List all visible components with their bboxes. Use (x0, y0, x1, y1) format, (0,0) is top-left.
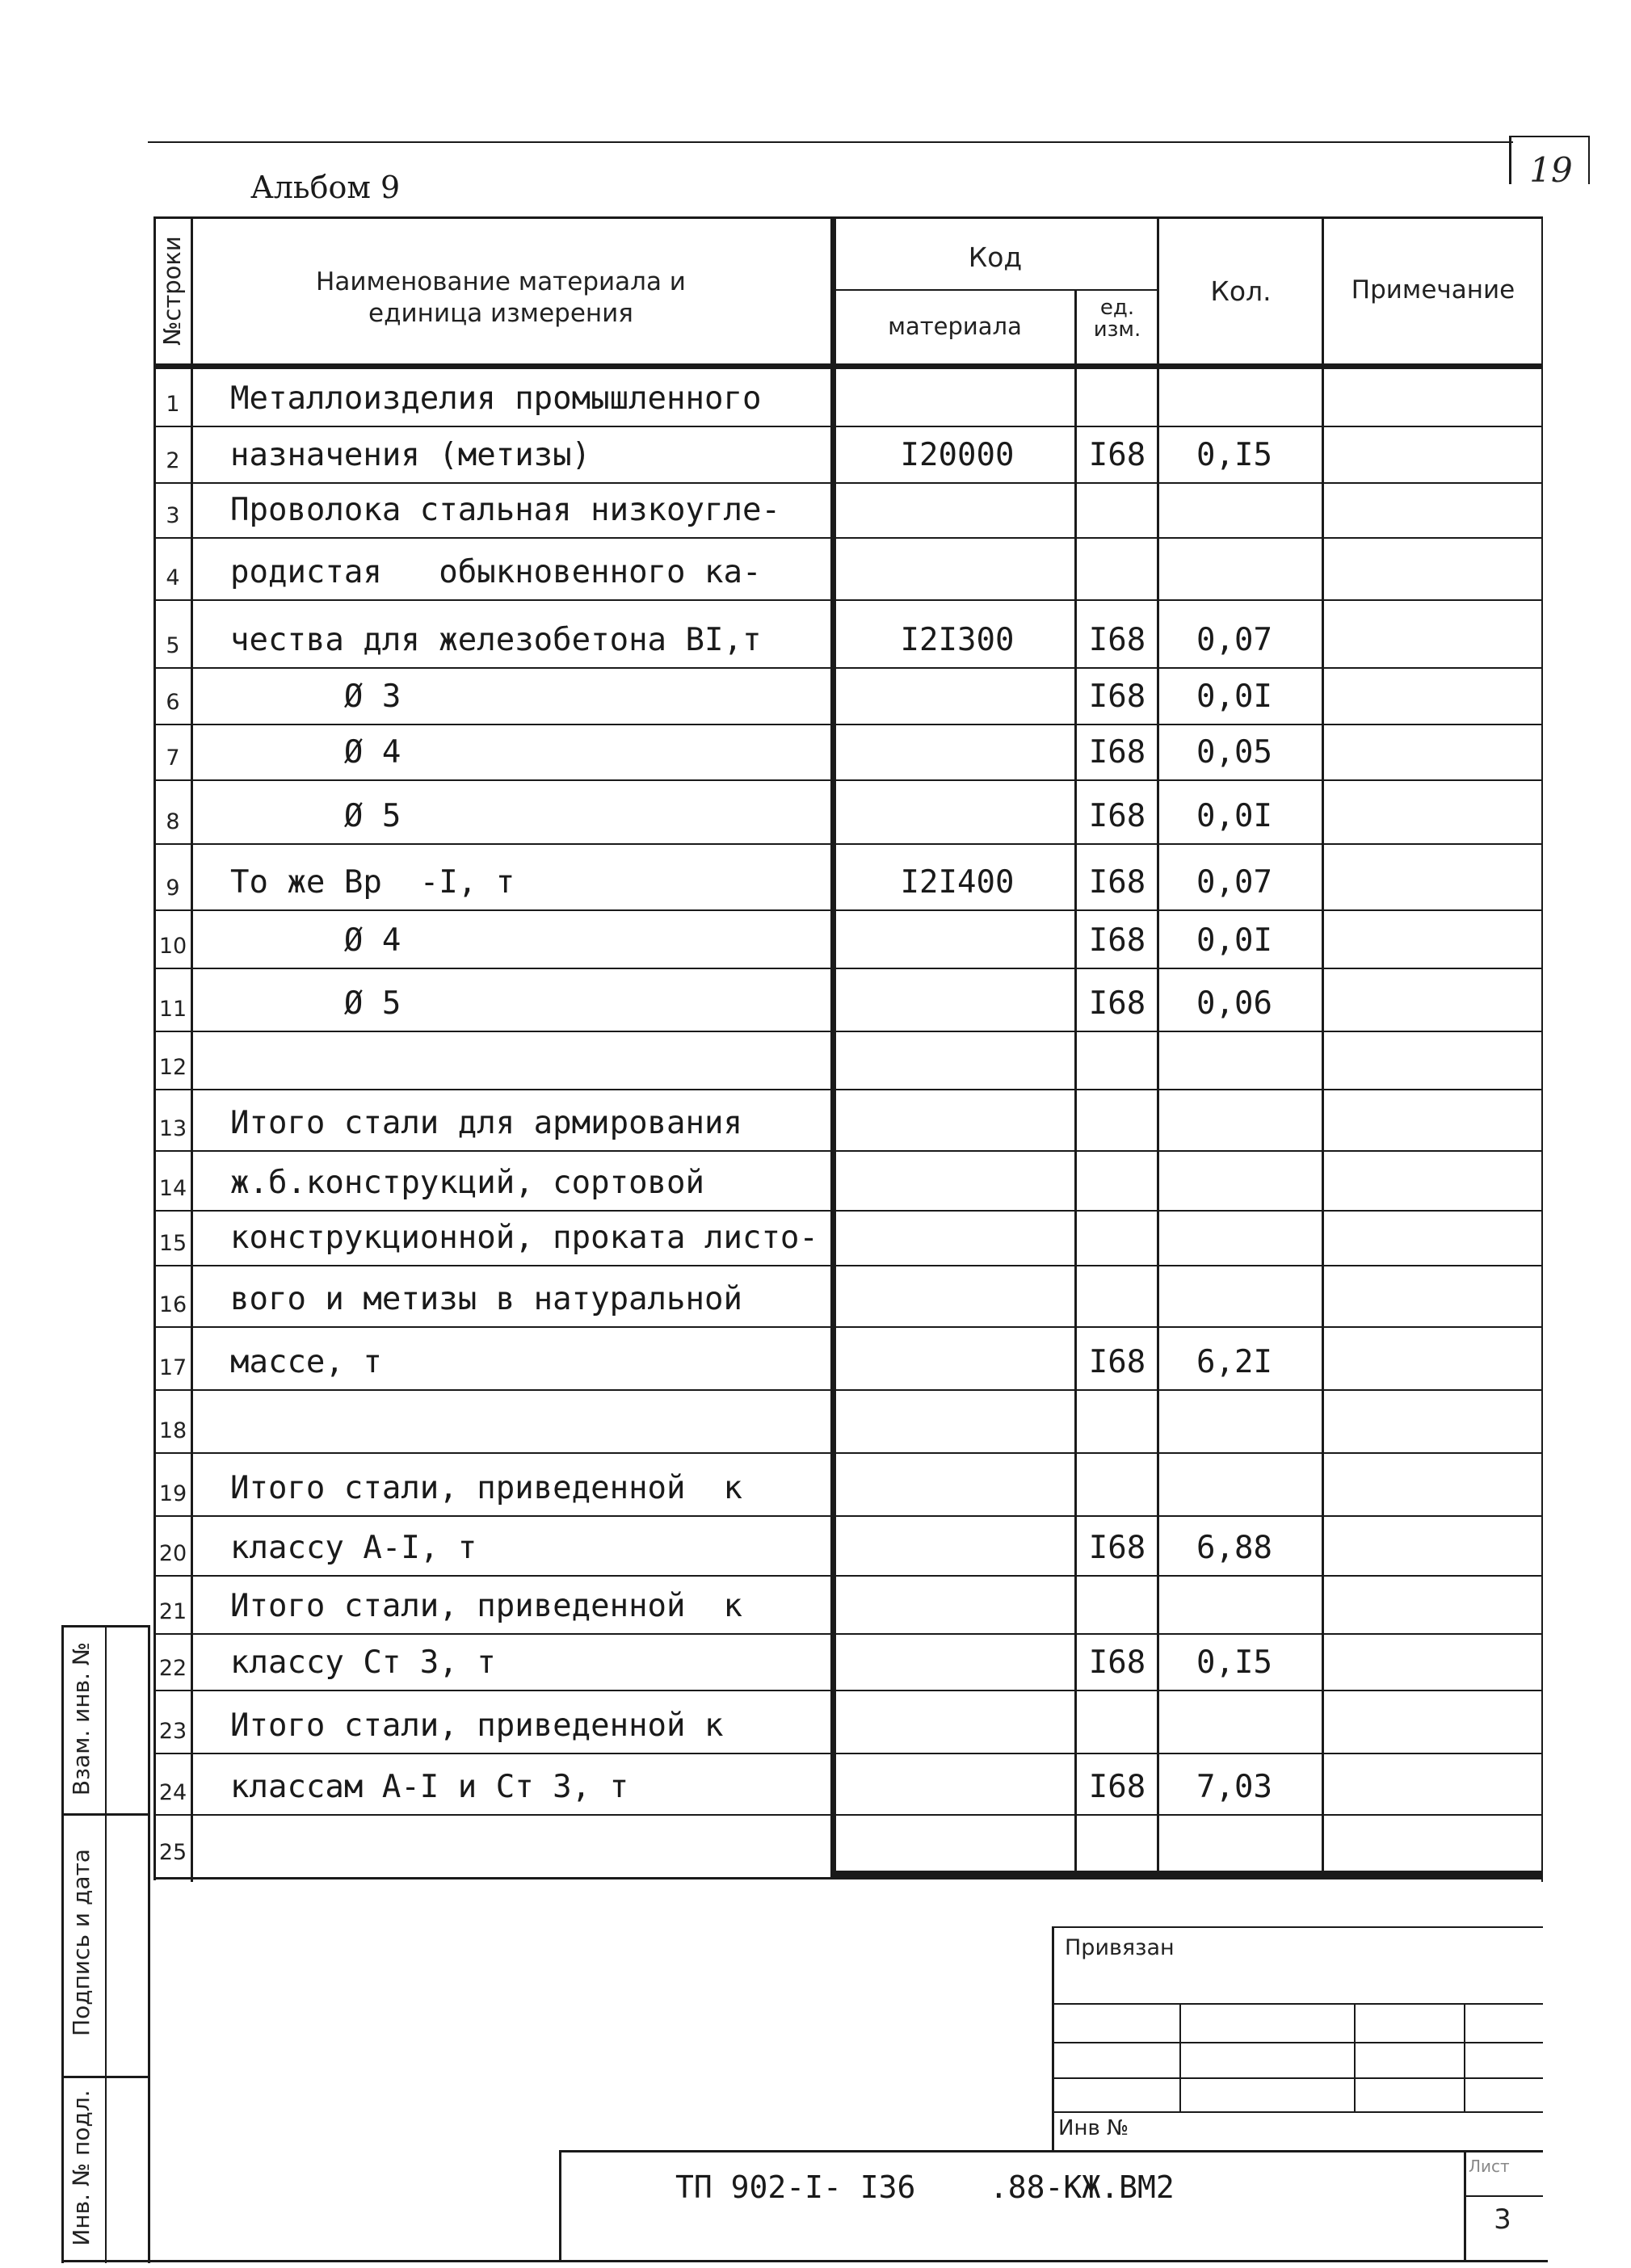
quantity: 0,0I (1196, 678, 1272, 715)
unit-code: I68 (1088, 622, 1146, 658)
quantity: 0,07 (1196, 622, 1272, 658)
unit-code: I68 (1088, 922, 1146, 959)
material-name: Итого стали, приведенной к (230, 1588, 742, 1624)
material-name: Ø 5 (230, 985, 401, 1022)
material-name: Ø 3 (230, 678, 401, 715)
signature-date-label: Подпись и дата (68, 1849, 95, 2036)
unit-code: I68 (1088, 734, 1146, 771)
row-number: 25 (158, 1840, 187, 1865)
material-code-header: материала (888, 313, 1022, 340)
sheet-label: Лист (1469, 2157, 1510, 2176)
material-name: чества для железобетона BI,т (230, 622, 762, 658)
row-number: 20 (158, 1541, 187, 1566)
row-number: 12 (158, 1055, 187, 1080)
material-name: Итого стали, приведенной к (230, 1470, 742, 1506)
row-number-header: №строки (158, 236, 186, 346)
privyazan-label: Привязан (1065, 1935, 1175, 1960)
quantity: 0,I5 (1196, 1644, 1272, 1681)
material-name: ж.б.конструкций, сортовой (230, 1165, 704, 1201)
quantity-header: Кол. (1210, 275, 1272, 307)
row-number: 18 (158, 1418, 187, 1443)
row-number: 13 (158, 1116, 187, 1141)
material-name: Ø 5 (230, 798, 401, 834)
row-number: 22 (158, 1656, 187, 1681)
material-name: Итого стали для армирования (230, 1105, 742, 1141)
quantity: 0,06 (1196, 985, 1272, 1022)
unit-code: I68 (1088, 864, 1146, 901)
vzam-inv-label: Взам. инв. № (68, 1641, 95, 1796)
row-number: 17 (158, 1355, 187, 1380)
row-number: 23 (158, 1719, 187, 1744)
quantity: 0,0I (1196, 922, 1272, 959)
material-code: I2I400 (900, 864, 1015, 901)
unit-code: I68 (1088, 985, 1146, 1022)
album-title: Альбом 9 (250, 170, 401, 205)
material-code: I2I300 (900, 622, 1015, 658)
unit-code: I68 (1088, 1344, 1146, 1380)
material-name: вого и метизы в натуральной (230, 1281, 742, 1317)
material-name: Ø 4 (230, 922, 401, 959)
unit-code: I68 (1088, 798, 1146, 834)
row-number: 8 (166, 809, 180, 834)
unit-code: I68 (1088, 1530, 1146, 1566)
row-number: 6 (166, 690, 180, 715)
quantity: 0,07 (1196, 864, 1272, 901)
row-number: 7 (166, 746, 180, 771)
unit-code: I68 (1088, 678, 1146, 715)
material-name: Проволока стальная низкоугле- (230, 492, 780, 528)
row-number: 2 (166, 448, 180, 473)
row-number: 9 (166, 876, 180, 901)
unit-header: ед. изм. (1093, 296, 1141, 342)
note-header: Примечание (1351, 275, 1515, 304)
material-name: классу А-I, т (230, 1530, 477, 1566)
material-name: классу Ст 3, т (230, 1644, 496, 1681)
material-code: I20000 (900, 437, 1015, 473)
material-name: То же Вр -I, т (230, 864, 515, 901)
material-name: классам А-I и Ст 3, т (230, 1769, 629, 1805)
row-number: 15 (158, 1231, 187, 1256)
quantity: 0,I5 (1196, 437, 1272, 473)
row-number: 3 (166, 503, 180, 528)
quantity: 7,03 (1196, 1769, 1272, 1805)
row-number: 16 (158, 1292, 187, 1317)
row-number: 11 (158, 997, 187, 1022)
code-header: Код (968, 242, 1023, 273)
unit-code: I68 (1088, 437, 1146, 473)
material-name: Металлоизделия промышленного (230, 380, 762, 417)
unit-code: I68 (1088, 1644, 1146, 1681)
document-code: ТП 902-I- I36 .88-КЖ.ВМ2 (675, 2169, 1175, 2205)
material-name: массе, т (230, 1344, 382, 1380)
quantity: 6,2I (1196, 1344, 1272, 1380)
row-number: 4 (166, 565, 180, 590)
quantity: 0,0I (1196, 798, 1272, 834)
material-name: назначения (метизы) (230, 437, 591, 473)
sheet-number: 3 (1494, 2203, 1511, 2236)
quantity: 6,88 (1196, 1530, 1272, 1566)
inv-number-label: Инв № (1058, 2116, 1129, 2140)
page-number: 19 (1529, 150, 1573, 190)
original-inv-label: Инв. № подл. (68, 2090, 95, 2246)
row-number: 5 (166, 633, 180, 658)
material-name: Ø 4 (230, 734, 401, 771)
row-number: 1 (166, 392, 180, 417)
material-name: Итого стали, приведенной к (230, 1707, 724, 1744)
row-number: 14 (158, 1176, 187, 1201)
row-number: 24 (158, 1780, 187, 1805)
row-number: 19 (158, 1481, 187, 1506)
row-number: 10 (158, 934, 187, 959)
material-name: конструкционной, проката листо- (230, 1220, 818, 1256)
row-number: 21 (158, 1599, 187, 1624)
unit-code: I68 (1088, 1769, 1146, 1805)
name-header: Наименование материала и единица измерения (316, 267, 686, 328)
quantity: 0,05 (1196, 734, 1272, 771)
material-name: родистая обыкновенного ка- (230, 554, 762, 590)
